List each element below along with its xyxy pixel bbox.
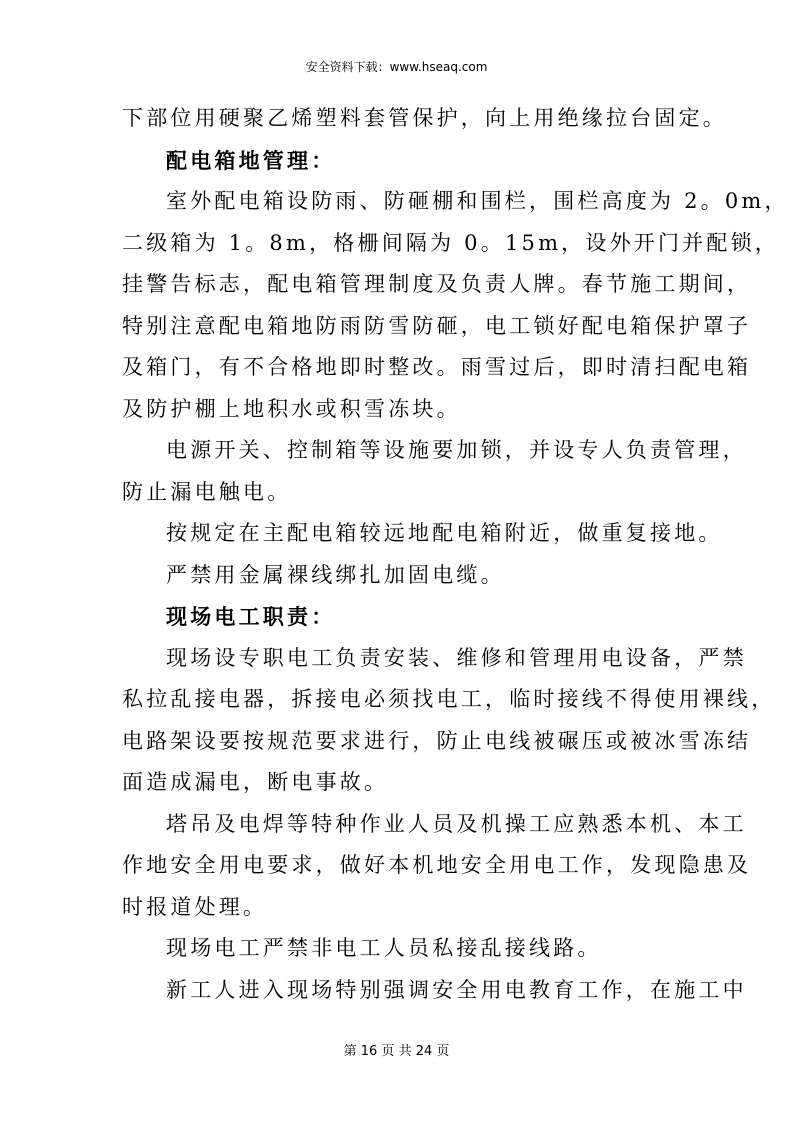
text-line: 电路架设要按规范要求进行，防止电线被碾压或被冰雪冻结 bbox=[122, 728, 752, 753]
text-line: 私拉乱接电器，拆接电必须找电工，临时接线不得使用裸线， bbox=[122, 687, 776, 711]
text-line: 电源开关、控制箱等设施要加锁，并设专人负责管理， bbox=[166, 438, 747, 462]
page-footer: 第 16 页 共 24 页 bbox=[343, 1044, 450, 1059]
text-line: 及箱门，有不合格地即时整改。雨雪过后，即时清扫配电箱 bbox=[122, 355, 752, 379]
text-line: 室外配电箱设防雨、防砸棚和围栏，围栏高度为 2。0m， bbox=[166, 189, 789, 213]
text-line: 时报道处理。 bbox=[122, 894, 268, 919]
text-line: 现场电工严禁非电工人员私接乱接线路。 bbox=[166, 936, 602, 960]
text-line: 及防护棚上地积水或积雪冻块。 bbox=[122, 396, 461, 421]
text-line: 下部位用硬聚乙烯塑料套管保护，向上用绝缘拉台固定。 bbox=[122, 106, 727, 130]
section-heading: 现场电工职责： bbox=[166, 604, 336, 629]
text-line: 防止漏电触电。 bbox=[122, 479, 292, 504]
page-header: 安全资料下载：www.hseaq.com bbox=[305, 60, 488, 74]
document-body bbox=[122, 98, 789, 1011]
text-line: 按规定在主配电箱较远地配电箱附近，做重复接地。 bbox=[166, 521, 723, 545]
text-line: 现场设专职电工负责安装、维修和管理用电设备，严禁 bbox=[166, 645, 747, 670]
text-line: 面造成漏电，断电事故。 bbox=[122, 770, 389, 794]
text-line: 二级箱为 1。8m，格栅间隔为 0。15m，设外开门并配锁， bbox=[122, 230, 779, 255]
text-line: 挂警告标志，配电箱管理制度及负责人牌。春节施工期间， bbox=[122, 272, 752, 296]
text-line: 严禁用金属裸线绑扎加固电缆。 bbox=[166, 562, 505, 587]
text-line: 新工人进入现场特别强调安全用电教育工作，在施工中 bbox=[166, 977, 747, 1002]
section-heading: 配电箱地管理： bbox=[166, 147, 336, 173]
text-line: 塔吊及电焊等特种作业人员及机操工应熟悉本机、本工 bbox=[166, 811, 747, 836]
text-line: 特别注意配电箱地防雨防雪防砸，电工锁好配电箱保护罩子 bbox=[122, 313, 752, 338]
text-line: 作地安全用电要求，做好本机地安全用电工作，发现隐患及 bbox=[122, 853, 752, 877]
